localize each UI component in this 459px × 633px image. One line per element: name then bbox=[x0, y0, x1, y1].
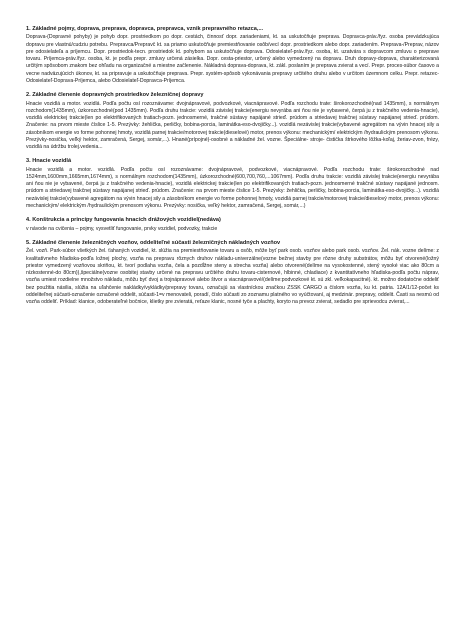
section-heading: 1. Základné pojmy, doprava, preprava, dopravca, prepravca, vznik prepravného retazca,... bbox=[26, 26, 264, 32]
section-heading: 3. Hnacie vozidlá bbox=[26, 158, 72, 165]
section-heading: 2. Základné členenie dopravných prostriedkov železničnej dopravy bbox=[26, 92, 204, 99]
section-text: Hnacie vozidlá a motor. vozidlá. Podľa počtu osí rozoznávame: dvojnápravové, podvozkové, viacnápravové. Podľa rozchodu trate: širokorozchodné(nad 1435mm), s normálnym rozchodom(1435mm), úzkorozchodné(pod 1435mm). Podľa druhu trakcie: vozidlá závislej trakcie(energiu nevyrába ani ňou nie je vybavené, čerpá ju z trakčného vedenia-hnacie), vozidlá elektrickej trakcie(len po elektrifikovaných tratiach-pozn. jednosmerné, trakčné sústavy napájané strieď. prúdom a striedavej trakčnej sústavy napájanej strieď. prúdom. Značenie: na prvom mieste číslice 1-5. Prezývky: žehlička, perličky, bobina-porcia, laminátka-eso-dvojičky...). vozidlá nezávislej trakcie(vybavené agregátom na vývin hnacej sily a zásobníkom energie vo forme pohonnej hmoty, vozidlá parnej trakcie/motorovej trakcie(dieselové) motor, prenos výkonu: mechanickým/ elektrickým /hydraulickým prenosom výkonu. Prezývky-nosička, veľký hektor, zamračená, Sergej, somár,...). Hnané(prípojné)-osobné a nákladné žel. vozne. Špeciálne- stroje- čistička štrkového lôžka-koľaj, žeriav-zvon, frézy, vozidlá na údržbu trolej.vedenia... bbox=[26, 100, 439, 151]
section-text: Doprava-(Dopravné pohyby) je pohyb dopr. prostriedkom po dopr. cestách, činnosť dopr. zariadeniami, kt. sa uskutočňuje preprava. Dopravca-práv./fyz. osoba prevádzkujúca dopravu pre vlastnú/cudziu potrebu. Prepravca/Prepravč kt. sa priamo uskutočňuje premiestňovanie osôb/vecí dopr. prostriedkom alebo dopr. zariadením. Preprava-/Preprav, názov pre odosielateľa a príjemcu. Dopr. prostriedok-tecn. prostriedok kt. pohybom sa uskutočňuje doprava. Odosielateľ-práv./fyz. osoba, kt. uzatvára s dopravcom zmluvu o preprave tovaru. Príjemca-práv./fyz. osoba, kt. je podľa prepr. zmluvy určená zásielka. Dopr. cesta-priestor, určený alebo vymedzený na dopravu. Druh dopravy-doprava, charakterizovaná určitým spôsobom znakom bez ohľadu na organizačné a miestne začlenenie. Nákladná doprava-doprava, kt. zákl. poslaním je preprava zvierat a vecí. Prepr. proces-súbor časovo a vecne nadväzujúcich úkonov, kt. sa pripravuje a uskutočňuje preprava. Prepr. systém-spôsob vykonávania prepravy určitého druhu alebo v určitom územnom celku. Prepr. retazec-Odosielateľ-Doprava-Príjemca, alebo Odosielateľ-Dopravca-Príjemca. bbox=[26, 34, 439, 84]
section-text: Hnacie vozidlá a motor. vozidlá. Podľa počtu osí rozoznávame: dvojnápravové, podvozkové, viacnápravové. Podľa rozchodu trate: širokorozchodné nad 1524mm,1600mm,1665mm,1674mm), s normálnym rozchodom(1435mm), úzkorozchodné(600,700,760,...1067mm). Podľa druhu trakcie: vozidlá závislej trakcie(energiu nevyrába ani ňou nie je vybavené, čerpá ju z trakčného vedenia-hnacie), vozidlá elektrickej trakcie(len po elektrifikovaných tratiach-pozn. jednosmerné trakčné sústavy napájané jednosm. prúdom a striedavej trakčnej sústavy napájanej strieď. prúdom. Značenie: na prvom mieste číslice 1-5. Prezývky: žehlička, perličky, bobina-porcia, laminátka-eso-dvojičky...). vozidlá nezávislej trakcie(vybavené agregátom na vývin hnacej sily a zásobníkom energie vo forme pohonnej hmoty, vozidlá parnej trakcie/motorovej trakcie/dieselový motor, prenos výkonu: mechanickým/ elektrickým /hydraulickým prenosom výkonu. Prezývky: nosička, veľký hektor, zamračená, Sergej, somár,...) bbox=[26, 166, 439, 209]
section-2 bbox=[26, 92, 439, 151]
section-text: v návode na cvičenia – pojmy, vysvetliť fungovanie, prvky vozidiel, podvozky, trakcie bbox=[26, 225, 218, 232]
section-heading: 4. Konštrukcia a princípy fungovania hnacích drážových vozidiel(nedáva) bbox=[26, 217, 221, 224]
section-3 bbox=[26, 158, 439, 210]
section-5 bbox=[26, 240, 439, 306]
section-text: Žel. vozň. Park-súbor všetkých žel. ťahaných vozidiel, kt. slúžia na premiestňovanie tovaru a osôb, môže byť park osob. vozňov alebo park osob. vozňov. Žel. nák. vozne delíme: z kvalitatívneho hľadiska-podľa ložnej plochy, vozňa na prepravu rôznych druhov nákladu-univerzálne(vozne bežnej stavby pre rôzne druhy substrátov, môžu byť otvorené(ložný priestor vymedzený vozňovou skriňou, kt. tvorí podlaha vozňa, čela a pozdĺžne steny a strecha vozňa) alebo otvorené(delíme na vysokostenné, stený vysoké viac ako 80cm a nízkostenné-do 80cm)),špeciálne(vozne osobitej stavby určené na prepravu určitého druhu tovaru-cisternové, hlbinné, chladiace) z kvantitatívneho hľadiska-podľa počtu náprav, vozňa umiest rozdielne množstvo nákladu, môžu byť dvoj a trojnápravové alebo štvor a viacnápravové/(delíme:podvozkové kt. sú zkl. veľkokapacitné). kt. možno dodatočne oddeliť bez použitia násilia, slúžia na uľahčenie nakládky/vykládky/prepravy tovaru, označujú sa vlastníckou značkou ZSSK CARGO a číslom vozňa, ku kt. patria. 12A/1/12-počet ks oddeliteľnej súčasti-označenie označené oddelit, súčasti-1=v menovateli, poradí, číslo súčasti zo zoznamu platného vo vyúčtovaní, aj medzinár. prepravy, oddelit. Časti sa nesmú od vozňa oddeliť. Príklad: klanice, odoberateľné bočnice, klietky pre zvieratá, reťaze klanic, nosné tyče a plachty, koryto na prevoz zvierat, sedadlo pre sprievodcu zvierat,... bbox=[26, 248, 439, 306]
section-4 bbox=[26, 217, 439, 233]
section-1 bbox=[26, 26, 439, 85]
section-heading: 5. Základné členenie železničných vozňov, oddeliteľné súčasti železničných nákladných vozňov bbox=[26, 239, 281, 246]
